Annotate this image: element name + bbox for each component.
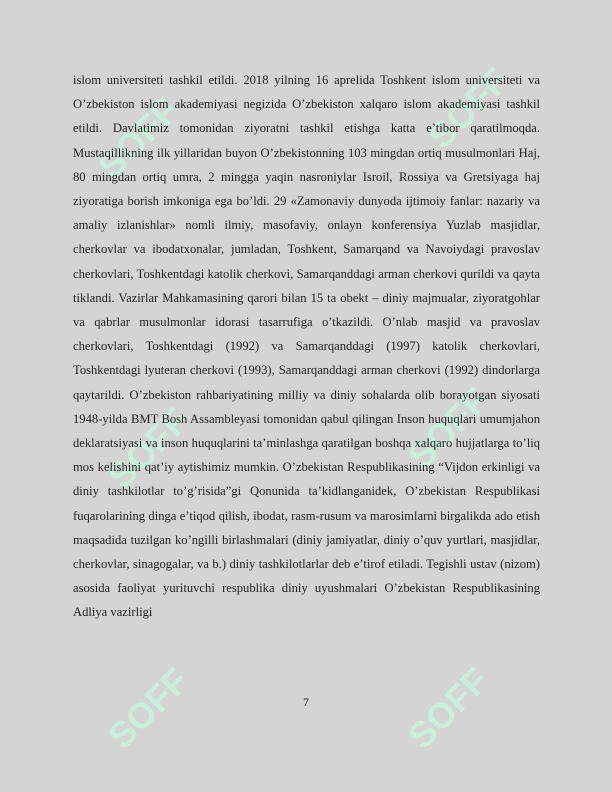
body-text [73, 68, 540, 625]
svg-text:SOFF: SOFF [99, 659, 197, 757]
soff-watermark-logo [380, 640, 520, 780]
svg-text:SOFF: SOFF [399, 659, 497, 757]
svg-text:SOFF: SOFF [89, 89, 187, 187]
soff-watermark-logo [80, 640, 220, 780]
svg-text:SOFF: SOFF [419, 59, 517, 157]
svg-text:SOFF: SOFF [99, 399, 197, 497]
svg-text:SOFF: SOFF [399, 379, 497, 477]
page-number: 7 [303, 697, 309, 709]
body-paragraph: islom universiteti tashkil etildi. 2018 yilning 16 aprelida Toshkent islom universiteti va O’zbekiston islom akademiyasi negizida O’zbekiston xalqaro islom akademiyasi tashkil etildi. Davlatimiz tomonidan ziyoratni tashkil etishga katta e’tibor qaratilmoqda. Mustaqillikning ilk yillaridan buyon O’zbekistonning 103 mingdan ortiq musulmonlari Haj, 80 mingdan ortiq umra, 2 mingga yaqin nasroniylar Isroil, Rossiya va Gretsiyaga haj ziyoratiga borish imkoniga ega bo’ldi. 29 «Zamonaviy dunyoda ijtimoiy fanlar: nazariy va amaliy izlanishlar» nomli ilmiy, masofaviy, onlayn konferensiya Yuzlab masjidlar, cherkovlar va ibodatxonalar, jumladan, Toshkent, Samarqand va Navoiydagi pravoslav cherkovlari, Toshkentdagi katolik cherkovi, Samarqanddagi arman cherkovi qurildi va qayta tiklandi. Vazirlar Mahkamasining qarori bilan 15 ta obekt – diniy majmualar, ziyoratgohlar va qabrlar musulmonlar idorasi tasarrufiga o’tkazildi. O’nlab masjid va pravoslav cherkovlari, Toshkentdagi (1992) va Samarqanddagi (1997) katolik cherkovlari, Toshkentdagi lyuteran cherkovi (1993), Samarqanddagi arman cherkovi (1992) dindorlarga qaytarildi. O’zbekiston rahbariyatining milliy va diniy sohalarda olib borayotgan siyosati 1948-yilda BMT Bosh Assambleyasi tomonidan qabul qilingan Inson huquqlari umumjahon deklaratsiyasi va inson huquqlarini ta’minlashga qaratilgan boshqa xalqaro hujjatlarga to’liq mos kelishini qat’iy aytishimiz mumkin. O’zbekistan Respublikasining “Vijdon erkinligi va diniy tashkilotlar to’g’risida”gi Qonunida ta’kidlanganidek, O’zbekistan Respublikasi fuqarolarining dinga e’tiqod qilish, ibodat, rasm-rusum va marosimlarni birgalikda ado etish maqsadida tuzilgan ko’ngilli birlashmalari (diniy jamiyatlar, diniy o’quv yurtlari, masjidlar, cherkovlar, sinagogalar, va b.) diniy tashkilotlarlar deb e’tirof etiladi. Tegishli ustav (nizom) asosida faoliyat yurituvchi respublika diniy uyushmalari O’zbekistan Respublikasining Adliya vazirligi [73, 73, 540, 620]
